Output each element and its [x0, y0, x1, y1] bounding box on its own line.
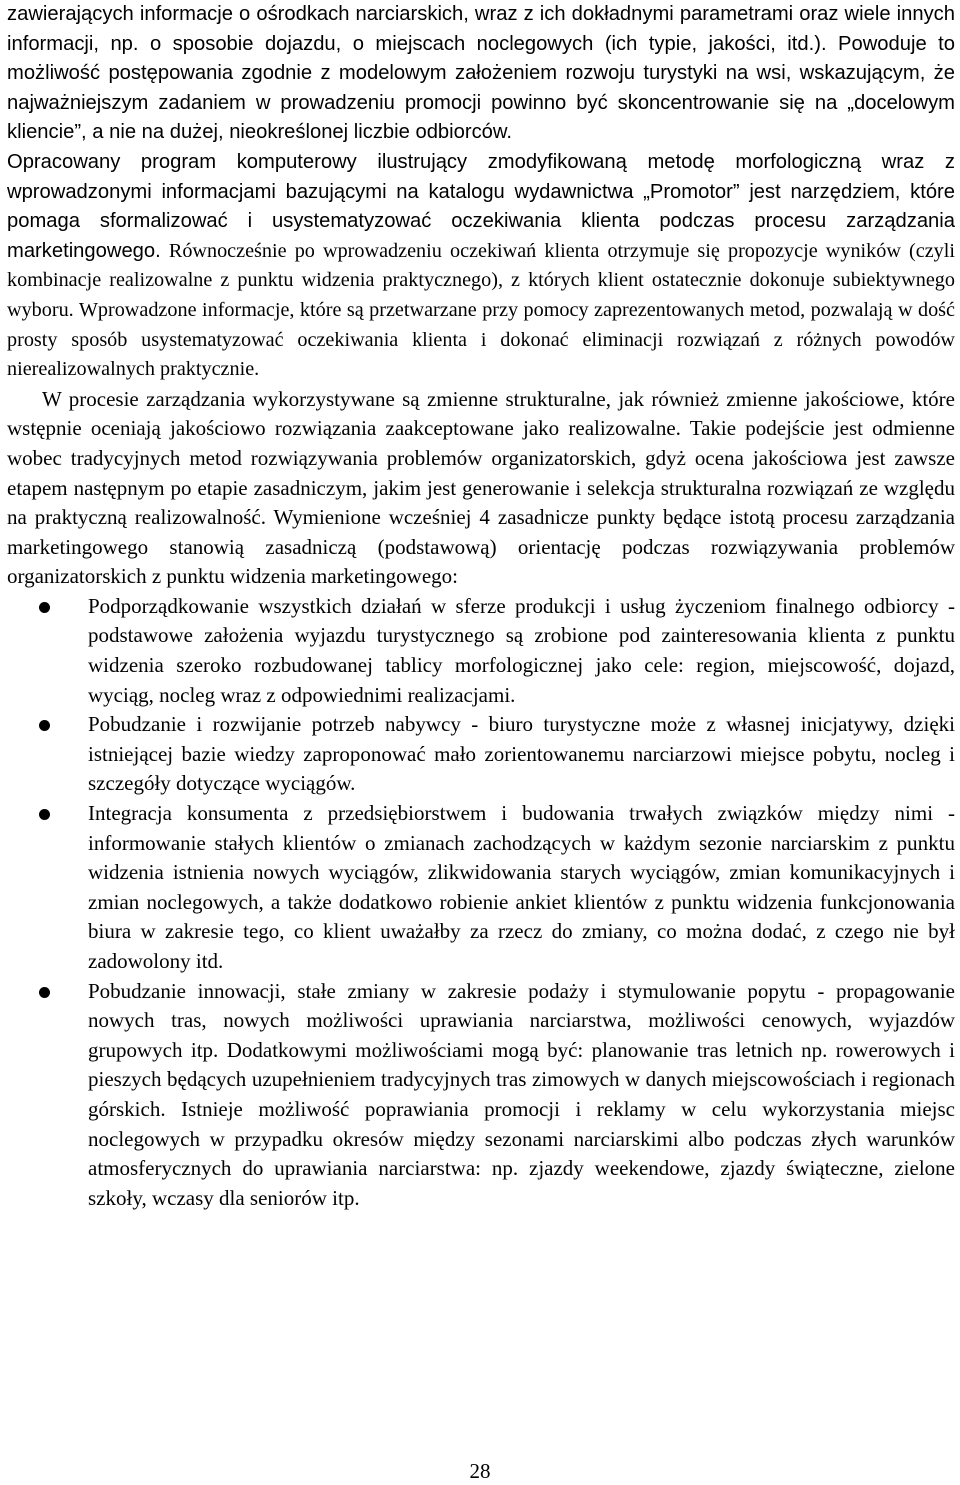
bullet-icon	[39, 720, 50, 731]
bullet-icon	[39, 602, 50, 613]
paragraph-expectations-text: Równocześnie po wprowadzeniu oczekiwań klienta otrzymuje się propozycje wyników (czyli kombinacje realizowalne z punktu widzenia praktycznego), z których klient ostatecznie dokonuje subiektywnego wyboru. Wprowadzone informacje, które są przetwarzane przy pomocy zaprezentowanych metod, pozwalają w dość prosty sposób usystematyzować oczekiwania klienta i dokonać eliminacji rozwiązań z różnych powodów nierealizowalnych praktycznie.	[7, 239, 955, 381]
list-item-text: Podporządkowanie wszystkich działań w sferze produkcji i usług życzeniom finalnego odbiorcy - podstawowe założenia wyjazdu turystycznego są zrobione pod zainteresowania klienta z punktu widzenia szeroko rozbudowanej tablicy morfologicznej jako cele: region, miejscowość, dojazd, wyciąg, nocleg wraz z odpowiednimi realizacjami.	[88, 593, 955, 707]
list-item-text: Pobudzanie i rozwijanie potrzeb nabywcy - biuro turystyczne może z własnej inicjatywy, dzięki istniejącej bazie wiedzy zaproponować mało zorientowanemu narciarzowi miejsce pobytu, nocleg i szczegóły dotyczące wyciągów.	[88, 712, 955, 796]
paragraph-management: W procesie zarządzania wykorzystywane są zmienne strukturalne, jak również zmienne jakościowe, które wstępnie oceniają jakościowo rozwiązania zaakceptowane jako realizowalne. Takie podejście jest odmienne wobec tradycyjnych metod rozwiązywania problemów organizatorskich, gdyż ocena jakościowa jest zawsze etapem następnym po etapie zasadniczym, jakim jest generowanie i selekcja strukturalna rozwiązań ze względu na praktyczną realizowalność. Wymienione wcześniej 4 zasadnicze punkty będące istotą procesu zarządzania marketingowego stanowią zasadniczą (podstawową) orientację podczas rozwiązywania problemów organizatorskich z punktu widzenia marketingowego:	[7, 386, 955, 589]
list-item	[7, 977, 955, 1214]
list-item	[7, 710, 955, 799]
list-item-text: Integracja konsumenta z przedsiębiorstwem i budowania trwałych związków między nimi - informowanie stałych klientów o zmianach zachodzących w każdym sezonie narciarskim z punktu widzenia istnienia nowych wyciągów, zlikwidowania starych wyciągów, zmian komunikacyjnych i zmian noclegowych, a także dodatkowo robienie ankiet klientów z punktu widzenia funkcjonowania biura w zakresie tego, co klient uważałby za rzecz do zmiany, co można dodać, z czego nie był zadowolony itd.	[88, 801, 955, 973]
paragraph-program	[7, 148, 955, 385]
paragraph-intro: zawierających informacje o ośrodkach narciarskich, wraz z ich dokładnymi parametrami oraz wiele innych informacji, np. o sposobie dojazdu, o miejscach noclegowych (ich typie, jakości, itd.). Powoduje to możliwość postępowania zgodnie z modelowym założeniem rozwoju turystyki na wsi, wskazującym, że najważniejszym zadaniem w prowadzeniu promocji powinno być skoncentrowanie się na „docelowym kliencie”, a nie na dużej, nieokreślonej liczbie odbiorców.	[7, 3, 955, 144]
bullet-icon	[39, 809, 50, 820]
paragraph-program-text: Opracowany program komputerowy ilustrujący zmodyfikowaną metodę morfologiczną wraz z wprowadzonymi informacjami bazującymi na katalogu wydawnictwa „Promotor” jest narzędziem, które pomaga sformalizować i usystematyzować oczekiwania klienta podczas procesu zarządzania marketingowego.	[7, 150, 955, 262]
list-item-text: Pobudzanie innowacji, stałe zmiany w zakresie podaży i stymulowanie popytu - propagowanie nowych tras, nowych możliwości uprawiania narciarstwa, możliwości cenowych, wyjazdów grupowych itp. Dodatkowymi możliwościami mogą być: planowanie tras letnich np. rowerowych i pieszych będących uzupełnieniem tradycyjnych tras zimowych w danych miejscowościach i regionach górskich. Istnieje możliwość poprawiania promocji i reklamy w celu wykorzystania miejsc noclegowych w przypadku okresów między sezonami narciarskimi albo podczas złych warunków atmosferycznych do uprawiania narciarstwa: np. zjazdy weekendowe, zjazdy świąteczne, zielone szkoły, wczasy dla seniorów itp.	[88, 978, 955, 1210]
bullet-icon	[39, 987, 50, 998]
list-item	[7, 592, 955, 710]
bullet-list	[7, 592, 955, 1213]
page-number: 28	[469, 1459, 491, 1483]
document-page	[7, 0, 955, 1213]
list-item	[7, 799, 955, 977]
